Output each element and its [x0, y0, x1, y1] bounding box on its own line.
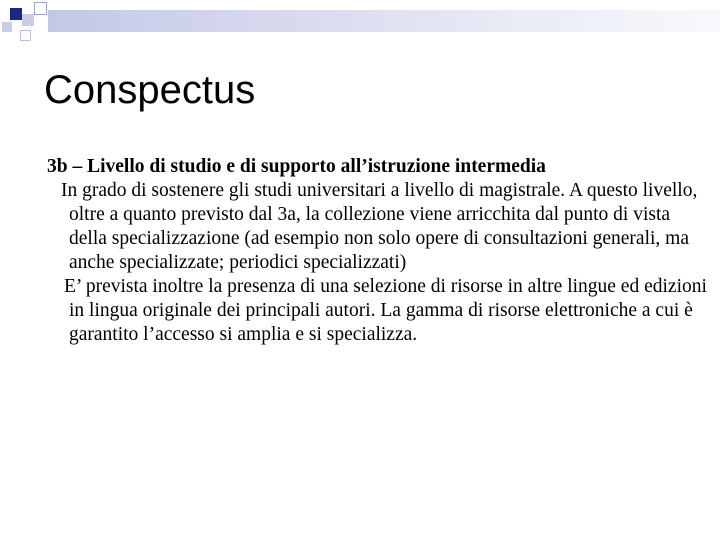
- corner-square-navy: [10, 8, 22, 20]
- corner-square-light-small: [2, 22, 12, 32]
- body-paragraph-2: E’ prevista inoltre la presenza di una selezione di risorse in altre lingue ed edizioni in lingua originale dei principali autori. La gamma di risorse elettroniche a cui è garantito l’accesso si amplia e si specializza.: [64, 276, 707, 345]
- header-gradient-bar: [48, 10, 720, 32]
- slide-body: [47, 155, 707, 347]
- body-paragraph-1: In grado di sostenere gli studi universitari a livello di magistrale. A questo livello, oltre a quanto previsto dal 3a, la collezione viene arricchita dal punto di vista della specializzazione (ad esempio non solo opere di consultazioni generali, ma anche specializzate; periodici specializzati): [61, 180, 698, 273]
- corner-square-outline: [34, 2, 47, 15]
- slide-subheading: 3b – Livello di studio e di supporto all’istruzione intermedia: [47, 156, 546, 177]
- corner-square-light: [22, 14, 34, 26]
- slide-title: Conspectus: [44, 68, 256, 112]
- corner-square-outline-bottom: [20, 30, 31, 41]
